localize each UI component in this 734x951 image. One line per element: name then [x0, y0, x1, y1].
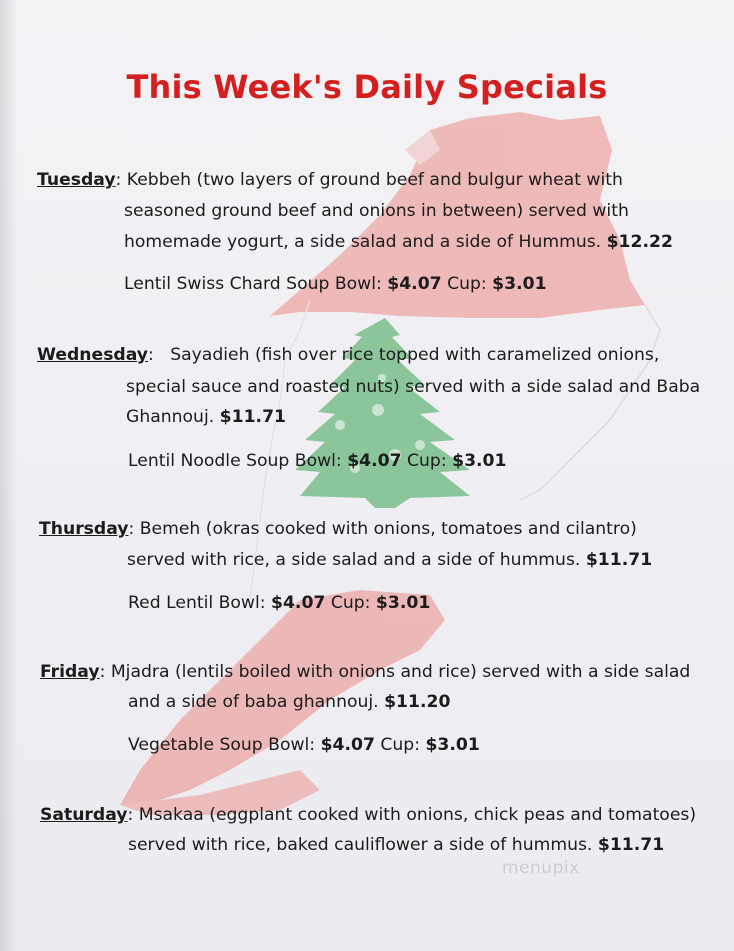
tuesday-line-1 [37, 170, 623, 190]
thursday-price: $11.71 [585, 550, 653, 570]
friday-cup-price: $3.01 [425, 735, 480, 755]
friday-desc-2: and a side of baba ghannouj. [128, 692, 385, 712]
saturday-line-2 [128, 835, 664, 855]
saturday-line-1 [40, 805, 696, 825]
saturday-day-label: Saturday [40, 805, 128, 825]
thursday-day-label: Thursday [39, 519, 129, 539]
thursday-cup-label: Cup: [325, 593, 376, 613]
tuesday-desc-3: homemade yogurt, a side salad and a side of Hummus. [124, 232, 607, 252]
friday-desc-1: : Mjadra (lentils boiled with onions and rice) served with a side salad [99, 662, 691, 682]
menupix-watermark: menupix [502, 858, 580, 878]
thursday-line-2 [127, 550, 652, 570]
tuesday-line-3 [124, 232, 673, 252]
saturday-desc-1: : Msakaa (eggplant cooked with onions, chick peas and tomatoes) [127, 805, 697, 825]
friday-soup [128, 735, 480, 755]
saturday-desc-2: served with rice, baked cauliflower a side of hummus. [128, 835, 598, 855]
tuesday-day-label: Tuesday [37, 170, 116, 190]
tuesday-desc-2: seasoned ground beef and onions in between) served with [124, 201, 629, 221]
tuesday-bowl-price: $4.07 [387, 274, 442, 294]
wednesday-cup-label: Cup: [401, 451, 453, 471]
page-title: This Week's Daily Specials [126, 68, 608, 106]
friday-day-label: Friday [40, 662, 100, 682]
thursday-desc-1: : Bemeh (okras cooked with onions, tomatoes and cilantro) [128, 519, 637, 539]
wednesday-desc-1: : Sayadieh (fish over rice topped with caramelized onions, [148, 345, 660, 365]
wednesday-cup-price: $3.01 [452, 451, 507, 471]
wednesday-line-3 [126, 407, 286, 427]
tuesday-desc-1: : Kebbeh (two layers of ground beef and bulgur wheat with [115, 170, 623, 190]
tuesday-cup-label: Cup: [441, 274, 493, 294]
saturday-price: $11.71 [597, 835, 665, 855]
wednesday-line-1 [37, 345, 659, 365]
wednesday-price: $11.71 [219, 407, 286, 427]
tuesday-soup-label: Lentil Swiss Chard Soup Bowl: [124, 274, 388, 294]
thursday-soup-label: Red Lentil Bowl: [128, 593, 272, 613]
friday-line-1 [40, 662, 690, 682]
friday-cup-label: Cup: [374, 735, 426, 755]
tuesday-soup [124, 274, 547, 294]
thursday-line-1 [39, 519, 637, 539]
thursday-soup [128, 593, 430, 613]
wednesday-desc-3: Ghannouj. [126, 407, 220, 427]
tuesday-price: $12.22 [606, 232, 673, 252]
thursday-cup-price: $3.01 [375, 593, 431, 613]
friday-bowl-price: $4.07 [320, 735, 375, 755]
wednesday-bowl-price: $4.07 [347, 451, 402, 471]
friday-price: $11.20 [384, 692, 451, 712]
friday-soup-label: Vegetable Soup Bowl: [128, 735, 321, 755]
wednesday-day-label: Wednesday [37, 345, 149, 365]
wednesday-desc-2: special sauce and roasted nuts) served with a side salad and Baba [126, 377, 701, 397]
wednesday-soup-label: Lentil Noodle Soup Bowl: [128, 451, 348, 471]
thursday-bowl-price: $4.07 [271, 593, 326, 613]
tuesday-cup-price: $3.01 [492, 274, 547, 294]
friday-line-2 [128, 692, 450, 712]
thursday-desc-2: served with rice, a side salad and a side of hummus. [127, 550, 586, 570]
wednesday-soup [128, 451, 506, 471]
